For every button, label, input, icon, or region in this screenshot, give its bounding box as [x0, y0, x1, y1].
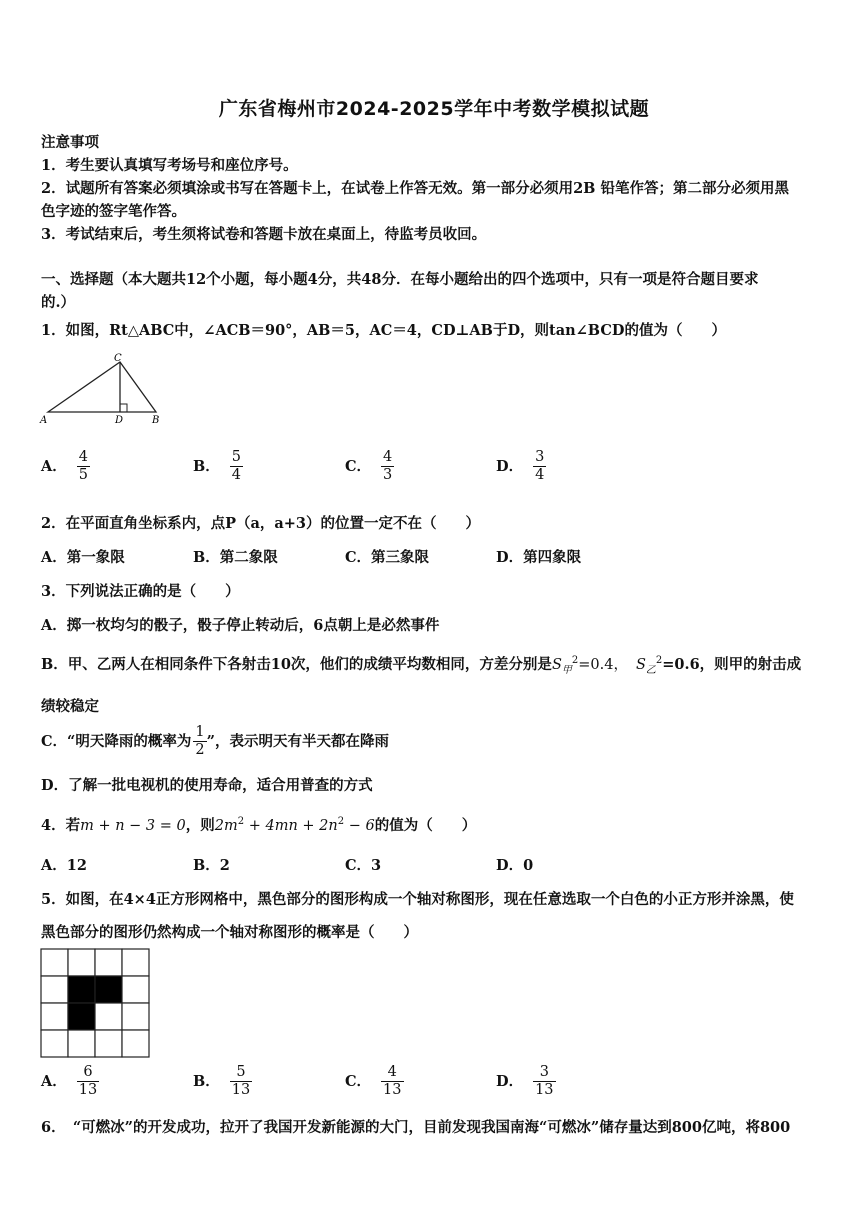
grid-cell-white: [41, 976, 68, 1003]
question-3-option-a[interactable]: A．掷一枚均匀的骰子，骰子停止转动后，6点朝上是必然事件: [41, 617, 440, 634]
grid-cell-white: [41, 949, 68, 976]
notes-item-1: 1．考生要认真填写考场号和座位序号。: [41, 157, 298, 174]
question-5-option-b[interactable]: B． $\frac{5}{13}$: [193, 1064, 251, 1099]
question-5-option-c[interactable]: C． $\frac{4}{13}$: [345, 1064, 402, 1099]
grid-cell-black: [68, 1003, 95, 1030]
grid-cell-white: [122, 949, 149, 976]
grid-cell-white: [68, 949, 95, 976]
grid-figure: [40, 948, 152, 1058]
grid-cell-white: [41, 1003, 68, 1030]
label-b: B: [152, 415, 160, 426]
question-1-option-c[interactable]: C． $\frac{4}{3}$: [345, 449, 393, 484]
question-2-stem: 2．在平面直角坐标系内，点P（a，a+3）的位置一定不在（ ）: [41, 515, 481, 532]
grid-cell-white: [122, 1030, 149, 1057]
grid-cell-white: [95, 1030, 122, 1057]
grid-cell-black: [95, 976, 122, 1003]
label-c: C: [114, 353, 122, 364]
question-1-option-b[interactable]: B． $\frac{5}{4}$: [193, 449, 241, 484]
question-4-option-c[interactable]: C．3: [345, 857, 382, 874]
question-4-option-b[interactable]: B．2: [193, 857, 230, 874]
grid-cell-black: [68, 976, 95, 1003]
question-4-stem: 4．若m + n − 3 = 0，则$2m^2 + 4mn + 2n^2 - 6$的值为（ ）: [41, 816, 477, 834]
triangle-figure: [38, 350, 163, 428]
question-3-stem: 3．下列说法正确的是（ ）: [41, 583, 240, 600]
section-heading-line1: 一、选择题（本大题共12个小题，每小题4分，共48分．在每小题给出的四个选项中，只有一项是符合题目要求: [41, 271, 759, 288]
question-2-option-b[interactable]: B．第二象限: [193, 549, 278, 566]
question-5-option-a[interactable]: A． $\frac{6}{13}$: [41, 1064, 98, 1099]
question-1-option-a[interactable]: A． $\frac{4}{5}$: [41, 449, 88, 484]
notes-item-2: 2．试题所有答案必须填涂或书写在答题卡上，在试卷上作答无效。第一部分必须用2B 铅笔作答；第二部分必须用黑: [41, 180, 789, 197]
question-3-option-c[interactable]: C．“明天降雨的概率为 $\frac{1}{2}$ ”，表示明天有半天都在降雨: [41, 724, 389, 759]
question-1-stem: 1．如图，Rt△ABC中，∠ACB＝90°，AB＝5，AC＝4，CD⊥AB于D，则tan∠BCD的值为（ ）: [41, 322, 726, 339]
grid-cell-white: [122, 976, 149, 1003]
question-1-option-d[interactable]: D． $\frac{3}{4}$: [496, 449, 545, 484]
grid-cell-white: [41, 1030, 68, 1057]
question-5-stem-line1: 5．如图，在4×4正方形网格中，黑色部分的图形构成一个轴对称图形，现在任意选取一个白色的小正方形并涂黑，使: [41, 891, 794, 908]
label-a: A: [40, 415, 48, 426]
question-4-option-a[interactable]: A．12: [41, 857, 87, 874]
grid-cell-white: [95, 1003, 122, 1030]
question-6-stem: 6． “可燃冰”的开发成功，拉开了我国开发新能源的大门，目前发现我国南海“可燃冰”储存量达到800亿吨，将800: [41, 1119, 791, 1136]
grid-cell-white: [95, 949, 122, 976]
notes-item-2-cont: 色字迹的签字笔作答。: [41, 203, 186, 220]
question-3-option-b[interactable]: B．甲、乙两人在相同条件下各射击10次，他们的成绩平均数相同，方差分别是$S_甲^2=0.4$， $S_乙^2=0.6$，则甲的射击成: [41, 655, 802, 676]
grid-cell-white: [68, 1030, 95, 1057]
notes-heading: 注意事项: [41, 134, 99, 151]
grid-cell-white: [122, 1003, 149, 1030]
question-2-option-c[interactable]: C．第三象限: [345, 549, 430, 566]
notes-item-3: 3．考试结束后，考生须将试卷和答题卡放在桌面上，待监考员收回。: [41, 226, 487, 243]
question-3-option-b-cont: 绩较稳定: [41, 698, 99, 715]
question-2-option-d[interactable]: D．第四象限: [496, 549, 582, 566]
label-d: D: [115, 415, 124, 426]
question-3-option-d[interactable]: D．了解一批电视机的使用寿命，适合用普查的方式: [41, 777, 373, 794]
question-2-option-a[interactable]: A．第一象限: [41, 549, 125, 566]
question-5-stem-line2: 黑色部分的图形仍然构成一个轴对称图形的概率是（ ）: [41, 924, 418, 941]
section-heading-line2: 的.）: [41, 294, 76, 311]
question-5-option-d[interactable]: D． $\frac{3}{13}$: [496, 1064, 554, 1099]
question-4-option-d[interactable]: D．0: [496, 857, 534, 874]
page-title: 广东省梅州市2024-2025学年中考数学模拟试题: [218, 98, 650, 120]
